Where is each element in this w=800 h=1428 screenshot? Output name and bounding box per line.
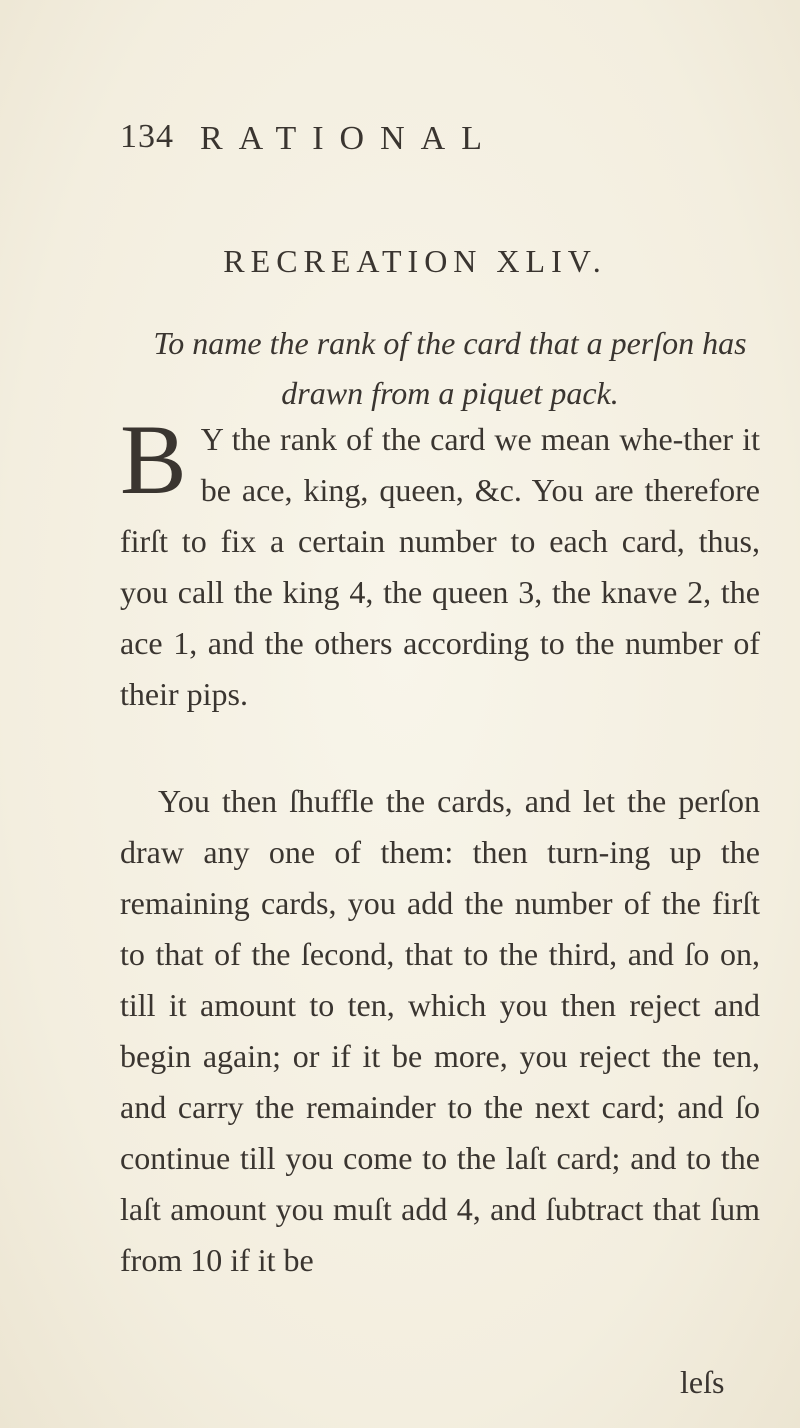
- running-title: RATIONAL: [200, 120, 498, 157]
- running-head: [120, 118, 720, 168]
- paragraph-1-text: Y the rank of the card we mean whe-ther it be ace, king, queen, &c. You are therefore firſt to fix a certain number to each card, thus, you call the king 4, the queen 3, the knave 2, the ace 1, and the others according to the number of their pips.: [120, 421, 760, 712]
- paragraph-2-text: You then ſhuffle the cards, and let the perſon draw any one of them: then turn-ing up the remaining cards, you add the number of the firſt to that of the ſecond, that to the third, and ſo on, till it amount to ten, which you then reject and begin again; or if it be more, you reject the ten, and carry the remainder to the next card; and ſo continue till you come to the laſt card; and to the laſt amount you muſt add 4, and ſubtract that ſum from 10 if it be: [120, 783, 760, 1278]
- page-number: 134: [120, 118, 174, 155]
- paragraph-1: [120, 404, 760, 720]
- paragraph-2: [120, 776, 760, 1286]
- section-subtitle: To name the rank of the card that a perſon has drawn from a piquet pack.: [153, 325, 747, 411]
- catchword: leſs: [680, 1364, 725, 1400]
- drop-cap: B: [120, 404, 187, 515]
- section-heading: RECREATION XLIV.: [223, 243, 607, 279]
